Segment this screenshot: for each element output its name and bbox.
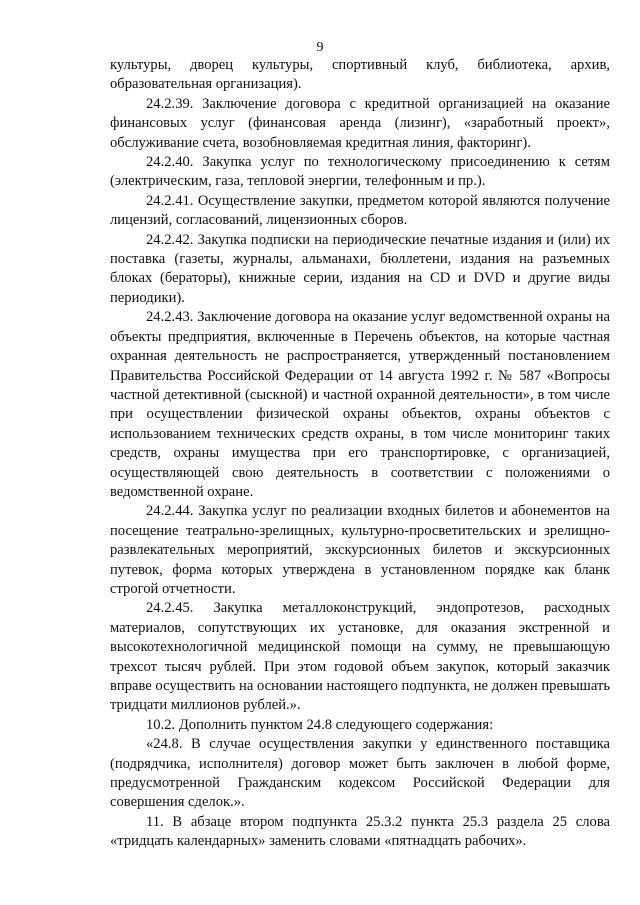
paragraph-11: 11. В абзаце втором подпункта 25.3.2 пункта 25.3 раздела 25 слова «тридцать календарных» заменить словами «пятнадцать рабочих». xyxy=(110,813,610,850)
paragraph-continuation: культуры, дворец культуры, спортивный клуб, библиотека, архив, образовательная организация). xyxy=(110,57,610,93)
paragraph-10-2: 10.2. Дополнить пунктом 24.8 следующего содержания: xyxy=(146,716,494,733)
document-body xyxy=(110,56,610,852)
paragraph-24-8: «24.8. В случае осуществления закупки у единственного поставщика (подрядчика, исполнителя) договор может быть заключен в любой форме, предусмотренной Гражданским кодексом Российской Федерации для совершения сделок.». xyxy=(110,736,610,811)
page-number: 9 xyxy=(316,40,324,55)
paragraph-24-2-44: 24.2.44. Закупка услуг по реализации входных билетов и абонементов на посещение театрально-зрелищных, культурно-просветительских и зрелищно-развлекательных мероприятий, экскурсионных билетов и экскурсионных путевок, форма которых утверждена в установленном порядке как бланк строгой отчетности. xyxy=(110,503,610,597)
paragraph-24-2-41: 24.2.41. Осуществление закупки, предметом которой являются получение лицензий, согласований, лицензионных сборов. xyxy=(110,192,610,229)
paragraph-24-2-42: 24.2.42. Закупка подписки на периодические печатные издания и (или) их поставка (газеты, журналы, альманахи, бюллетени, издания на разъемных блоках (бераторы), книжные серии, издания на CD и DVD и другие виды периодики). xyxy=(110,231,610,306)
paragraph-24-2-40: 24.2.40. Закупка услуг по технологическому присоединению к сетям (электрическим, газа, тепловой энергии, телефонным и пр.). xyxy=(110,154,610,190)
paragraph-24-2-43: 24.2.43. Заключение договора на оказание услуг ведомственной охраны на объекты предприятия, включенные в Перечень объектов, на которые частная охранная деятельность не распространяется, утвержденный постановлением Правительства Российской Федерации от 14 августа 1992 г. № 587 «Вопросы частной детективной (сыскной) и частной охранной деятельности», в том числе при осуществлении физической охраны объектов, охраны объектов с использованием технических средств охраны, в том числе мониторинг таких средств, охраны имущества при его транспортировке, с организацией, осуществляющей свою деятельность в соответствии с положениями о ведомственной охране. xyxy=(110,309,610,500)
paragraph-24-2-39: 24.2.39. Заключение договора с кредитной организацией на оказание финансовых услуг (финансовая аренда (лизинг), «заработный проект», обслуживание счета, возобновляемая кредитная линия, факторинг). xyxy=(110,95,610,151)
paragraph-24-2-45: 24.2.45. Закупка металлоконструкций, эндопротезов, расходных материалов, сопутствующих их установке, для оказания экстренной и высокотехнологичной медицинской помощи на сумму, не превышающую трехсот тысяч рублей. При этом годовой объем закупок, который заказчик вправе осуществить на основании настоящего подпункта, не должен превышать тридцати миллионов рублей.». xyxy=(110,600,610,714)
